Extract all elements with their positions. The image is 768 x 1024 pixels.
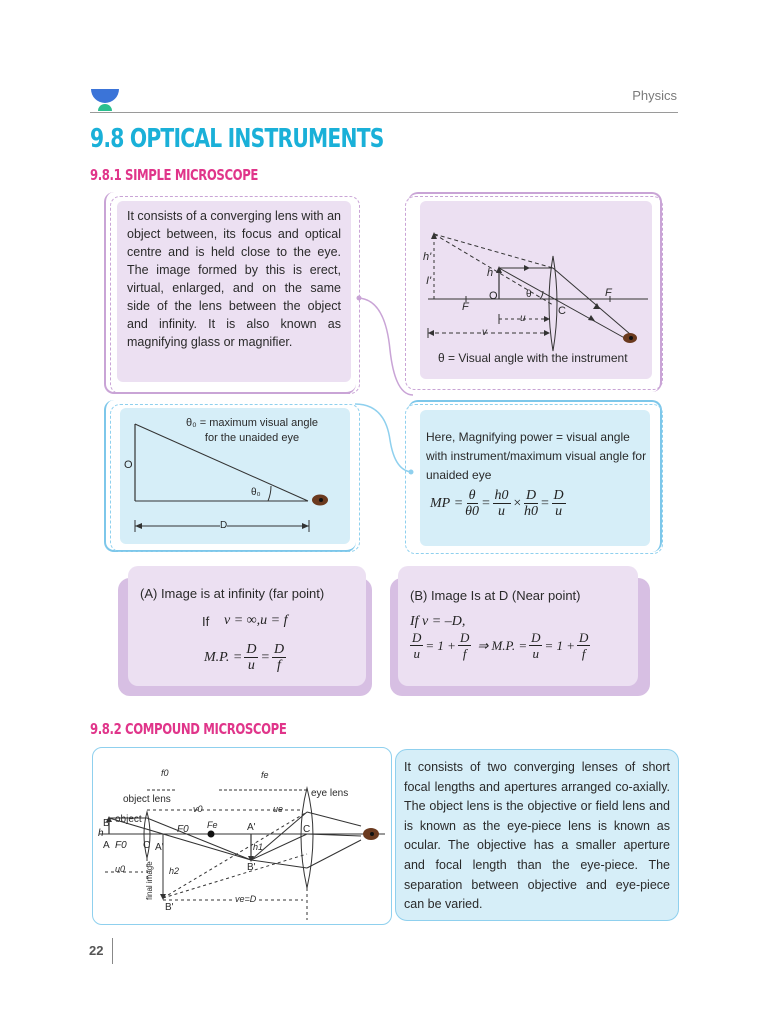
label-eye-lens: eye lens: [311, 788, 349, 799]
fraction-h0-u: [493, 488, 511, 519]
one-plus: = 1 +: [425, 637, 456, 653]
frac-den: u: [532, 646, 540, 661]
frac-num: D: [553, 488, 564, 503]
fraction-D-f-2: [577, 630, 590, 661]
section-title: 9.8 OPTICAL INSTRUMENTS: [90, 124, 384, 154]
label-B2: B': [165, 902, 174, 913]
label-A: A: [103, 840, 110, 851]
frac-den: u: [498, 504, 506, 519]
fraction-theta: [465, 488, 479, 519]
label-C1: C: [143, 840, 151, 851]
magnifying-power-box: [420, 410, 650, 546]
simple-description-box: [117, 201, 351, 382]
unaided-caption-line2: for the unaided eye: [204, 432, 300, 444]
label-O-unaided: O: [124, 459, 133, 471]
compound-diagram-box: [92, 747, 392, 925]
label-f0: f0: [161, 768, 169, 778]
label-object: object: [115, 814, 142, 825]
label-B1: B': [247, 862, 256, 873]
simple-diagram-caption: θ = Visual angle with the instrument: [438, 351, 628, 365]
label-B: B: [103, 818, 110, 829]
frac-den: f: [581, 646, 586, 661]
simple-description-text: It consists of a converging lens with an object between, its focus and optical centre and is held close to the eye. The image formed by this is erect, virtual, enlarged, and on the same side of the lens between the object and infinity. It is also known as magnifying glass or magnifier.: [127, 209, 342, 349]
magnifying-power-formula: [430, 488, 568, 519]
frac-den: u: [247, 658, 255, 673]
label-u0: u0: [115, 864, 126, 874]
frac-den: f: [277, 658, 281, 673]
frac-den: u: [555, 504, 563, 519]
frac-den: θ0: [465, 504, 480, 519]
label-theta: θ: [526, 289, 532, 300]
unaided-caption-line1: θ₀ = maximum visual angle: [185, 417, 319, 429]
case-a-condition: v = ∞,u = f: [224, 613, 288, 628]
compound-description-box: [395, 749, 679, 921]
case-b-formula: [408, 630, 592, 661]
frac-num: D: [246, 642, 257, 657]
case-a-mp: M.P. =: [204, 649, 243, 665]
logo-top-icon: [91, 89, 119, 103]
label-I: I': [426, 275, 432, 287]
label-theta0: θ₀: [251, 487, 261, 498]
label-C: C: [558, 305, 566, 317]
eq-sign-2: =: [481, 495, 491, 511]
case-b-box: [398, 566, 638, 686]
fraction-D-u: [244, 642, 258, 673]
case-a-formula: [204, 642, 288, 673]
label-C2: C: [303, 824, 311, 835]
subsection-title-simple: 9.8.1 SIMPLE MICROSCOPE: [90, 166, 259, 184]
compound-description-text: It consists of two converging lenses of short focal lengths and apertures arranged co-axially. The object lens is the objective or field lens and is known as the eye-piece lens is known as ocular. The objective has a smaller aperture and focal length than the eye-piece. The separation between objective and eye-piece can be varied.: [404, 760, 670, 912]
case-a-if: If: [202, 614, 210, 629]
one-plus-2: = 1 +: [544, 637, 576, 653]
fraction-D-f: [458, 630, 471, 661]
label-h2: h2: [169, 866, 180, 876]
label-F0-right: F0: [177, 824, 189, 835]
subject-label: Physics: [632, 88, 677, 103]
header-rule: [90, 112, 678, 113]
times-sign: ×: [512, 495, 522, 511]
label-ve: ve=D: [235, 894, 257, 904]
label-h: h: [487, 267, 494, 279]
frac-num: D: [579, 630, 589, 645]
unaided-eye-box: [120, 408, 350, 544]
eq-sign-3: =: [540, 495, 550, 511]
frac-num: θ: [468, 488, 476, 503]
eq-sign-1: =: [453, 495, 464, 511]
label-v: v: [482, 327, 487, 338]
footer-rule: [112, 938, 113, 964]
frac-num: h0: [494, 488, 509, 503]
frac-den: u: [413, 646, 420, 661]
magnifying-power-text: Here, Magnifying power = visual angle with instrument/maximum visual angle for unaided eye: [426, 430, 647, 482]
label-D-unaided: D: [220, 520, 228, 531]
simple-diagram-box: [420, 201, 652, 379]
page-number: 22: [89, 943, 104, 958]
frac-den: h0: [524, 504, 539, 519]
eq-sign: =: [260, 649, 270, 665]
frac-num: D: [525, 488, 537, 503]
label-F0-left: F0: [115, 840, 127, 851]
label-h1: h1: [253, 842, 264, 852]
subsection-title-compound: 9.8.2 COMPOUND MICROSCOPE: [90, 720, 287, 738]
label-h-image: h': [423, 251, 432, 263]
frac-num: D: [531, 630, 541, 645]
label-F-right: F: [605, 287, 612, 299]
frac-den: f: [462, 646, 467, 661]
label-v0: v0: [193, 804, 203, 814]
label-O: O: [489, 290, 498, 302]
fraction-D-u: [552, 488, 566, 519]
frac-num: D: [273, 642, 285, 657]
label-A2: A': [155, 842, 164, 853]
fraction-D-u-2: [529, 630, 542, 661]
frac-num: D: [459, 630, 470, 645]
label-final-image: final image: [145, 861, 154, 900]
fraction-D-f: [272, 642, 286, 673]
logo-bottom-icon: [98, 104, 112, 111]
case-b-condition: If v = –D,: [410, 614, 466, 629]
label-h-object: h: [98, 828, 104, 839]
label-A1: A': [247, 822, 256, 833]
implies: ⇒ M.P. =: [477, 637, 528, 653]
fraction-D-u: [410, 630, 423, 661]
label-ue: ue: [273, 804, 284, 814]
case-a-box: [128, 566, 366, 686]
case-b-title: (B) Image Is at D (Near point): [410, 588, 581, 603]
frac-num: D: [412, 630, 422, 645]
label-object-lens: object lens: [123, 794, 171, 805]
mp-symbol: MP: [430, 495, 451, 511]
label-Fe: Fe: [207, 820, 218, 830]
label-fe: fe: [261, 770, 269, 780]
label-u: u: [520, 313, 526, 324]
fraction-D-h0: [524, 488, 538, 519]
case-a-title: (A) Image is at infinity (far point): [140, 586, 325, 601]
label-F-left: F: [462, 301, 469, 313]
